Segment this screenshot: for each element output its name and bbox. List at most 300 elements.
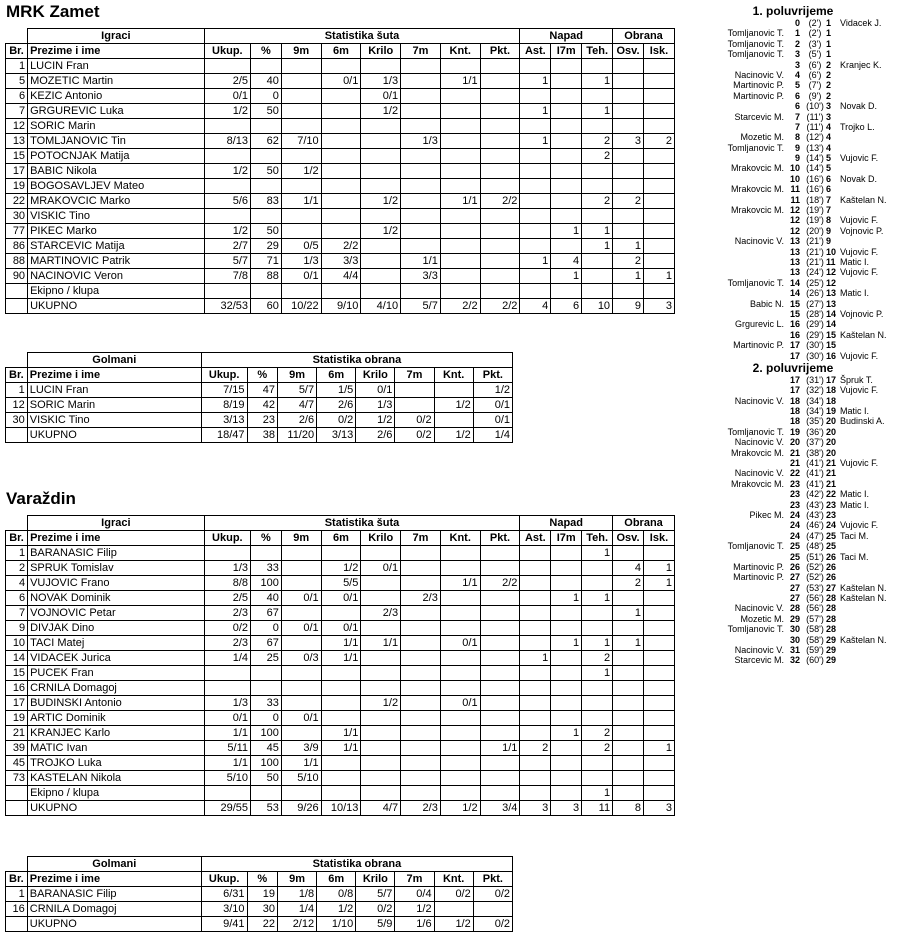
stat-cell: [281, 119, 321, 134]
stat-cell: [321, 696, 361, 711]
stat-cell: 1/2: [361, 104, 401, 119]
goal-event: [690, 143, 896, 153]
stat-cell: [520, 756, 551, 771]
stat-cell: [395, 398, 434, 413]
goal-minute: (27'): [806, 298, 824, 309]
away-scorer: Vujovic F.: [840, 153, 879, 164]
player-row: [6, 269, 675, 284]
column-header: 6m: [321, 44, 361, 59]
home-score: 32: [789, 655, 800, 666]
stat-cell: [401, 681, 441, 696]
stat-cell: 7/15: [201, 383, 247, 398]
player-row: [6, 224, 675, 239]
goal-minute: (21'): [806, 246, 824, 257]
stat-cell: [643, 74, 674, 89]
home-score: 11: [790, 194, 800, 205]
stat-cell: 1/1: [361, 636, 401, 651]
stat-cell: [401, 651, 441, 666]
stat-cell: 1: [582, 74, 613, 89]
column-header: Prezime i ime: [28, 531, 205, 546]
column-header: Ukup.: [204, 44, 250, 59]
goal-event: [690, 205, 896, 215]
goalkeeper-row: [6, 917, 513, 932]
stat-cell: [480, 209, 520, 224]
stat-cell: 9/26: [281, 801, 321, 816]
away-scorer: Kranjec K.: [840, 59, 882, 70]
stat-cell: [520, 561, 551, 576]
column-header: 7m: [395, 872, 434, 887]
away-scorer: Matic I.: [840, 406, 870, 417]
stat-cell: 0/2: [434, 887, 473, 902]
stat-cell: [281, 726, 321, 741]
stat-cell: [361, 621, 401, 636]
group-header-players: Igraci: [28, 516, 205, 531]
stat-cell: [643, 591, 674, 606]
goal-event: [690, 635, 896, 645]
player-row: [6, 606, 675, 621]
stat-cell: [204, 209, 250, 224]
goal-event: [690, 645, 896, 655]
stat-cell: [361, 209, 401, 224]
stat-cell: 2: [582, 741, 613, 756]
stat-cell: 1/6: [395, 917, 434, 932]
stat-cell: [613, 711, 644, 726]
goal-minute: (9'): [808, 90, 822, 101]
goal-minute: (18'): [806, 194, 824, 205]
goal-event: [690, 278, 896, 288]
stat-cell: 1: [613, 269, 644, 284]
stat-cell: [613, 149, 644, 164]
stat-cell: [401, 786, 441, 801]
away-score: 26: [826, 561, 837, 572]
stat-cell: 0/1: [473, 398, 512, 413]
goal-minute: (58'): [806, 634, 824, 645]
goal-event: [690, 49, 896, 59]
home-score: 16: [789, 319, 800, 330]
goalkeeper-name: SORIC Marin: [27, 398, 201, 413]
stat-cell: 1/3: [281, 254, 321, 269]
stat-cell: 50: [251, 771, 282, 786]
stat-cell: [520, 591, 551, 606]
goal-minute: (41'): [806, 468, 824, 479]
player-name: BARANASIC Filip: [28, 546, 205, 561]
column-header: %: [251, 44, 282, 59]
stat-cell: [520, 164, 551, 179]
away-score: 23: [826, 499, 837, 510]
home-score: 30: [789, 634, 800, 645]
stat-cell: 0/1: [281, 269, 321, 284]
goalkeeper-row: [6, 413, 513, 428]
player-row: [6, 299, 675, 314]
stat-cell: 11: [582, 801, 613, 816]
stat-cell: [440, 771, 480, 786]
stat-cell: [551, 771, 582, 786]
stat-cell: 1/2: [434, 428, 473, 443]
goal-minute: (2'): [808, 28, 822, 39]
stat-cell: [643, 224, 674, 239]
stat-cell: [401, 771, 441, 786]
stat-cell: [321, 89, 361, 104]
home-scorer: Nacinovic V.: [734, 468, 784, 479]
home-score: 7: [794, 111, 800, 122]
away-score: 1: [826, 18, 832, 28]
stat-cell: [361, 134, 401, 149]
stat-cell: [520, 59, 551, 74]
away-scorer: Špruk T.: [840, 374, 873, 385]
stat-cell: 2/7: [204, 239, 250, 254]
stat-cell: [520, 636, 551, 651]
goal-minute: (29'): [806, 329, 824, 340]
stat-cell: 2/5: [204, 591, 250, 606]
goal-minute: (19'): [806, 205, 824, 216]
goal-event: [690, 624, 896, 634]
stat-cell: 2: [582, 726, 613, 741]
player-name: BOGOSAVLJEV Mateo: [28, 179, 205, 194]
stat-cell: 4/4: [321, 269, 361, 284]
goal-event: [690, 163, 896, 173]
stat-cell: [643, 149, 674, 164]
stat-cell: [520, 666, 551, 681]
stat-cell: 3: [551, 801, 582, 816]
stat-cell: [251, 284, 282, 299]
goal-event: [690, 236, 896, 246]
stat-cell: 47: [247, 383, 277, 398]
home-score: 10: [789, 173, 800, 184]
player-row: [6, 621, 675, 636]
stat-cell: [361, 546, 401, 561]
stat-cell: 2: [582, 194, 613, 209]
goal-event: [690, 80, 896, 90]
player-name: TOMLJANOVIC Tin: [28, 134, 205, 149]
home-score: 22: [789, 468, 800, 479]
stat-cell: 0/2: [395, 428, 434, 443]
stat-cell: [281, 104, 321, 119]
stat-cell: 1/4: [277, 902, 316, 917]
player-name: VISKIC Tino: [28, 209, 205, 224]
goal-minute: (19'): [806, 215, 824, 226]
stat-cell: [643, 786, 674, 801]
stat-cell: 1/3: [204, 696, 250, 711]
stat-cell: 45: [251, 741, 282, 756]
goalkeepers-table-zamet: [5, 352, 513, 443]
player-number: 16: [6, 681, 28, 696]
stat-cell: 10: [582, 299, 613, 314]
player-row: [6, 194, 675, 209]
stat-cell: [321, 134, 361, 149]
player-row: [6, 149, 675, 164]
column-header: Ukup.: [204, 531, 250, 546]
stat-cell: [551, 546, 582, 561]
stat-cell: 5/7: [401, 299, 441, 314]
stat-cell: [361, 771, 401, 786]
stat-cell: 53: [251, 801, 282, 816]
stat-cell: [520, 621, 551, 636]
stat-cell: 0/1: [361, 561, 401, 576]
goal-minute: (7'): [808, 80, 822, 91]
stat-cell: [613, 164, 644, 179]
goal-event: [690, 655, 896, 665]
stat-cell: [401, 621, 441, 636]
home-scorer: Starcevic M.: [734, 655, 784, 666]
away-scorer: Vujovic F.: [840, 350, 879, 361]
stat-cell: [281, 696, 321, 711]
stat-cell: 1: [551, 726, 582, 741]
stat-cell: 1/2: [361, 224, 401, 239]
stat-cell: [321, 284, 361, 299]
goal-event: [690, 427, 896, 437]
goal-event: [690, 330, 896, 340]
stat-cell: [440, 786, 480, 801]
stat-cell: [440, 134, 480, 149]
goal-event: [690, 531, 896, 541]
stat-cell: [613, 786, 644, 801]
column-header: Pkt.: [480, 44, 520, 59]
stat-cell: [401, 224, 441, 239]
away-score: 23: [826, 509, 837, 520]
column-header: Ast.: [520, 531, 551, 546]
stat-cell: [551, 74, 582, 89]
stat-cell: [480, 696, 520, 711]
away-score: 7: [826, 205, 832, 216]
stat-cell: [204, 681, 250, 696]
stat-cell: [204, 786, 250, 801]
home-score: 12: [789, 225, 800, 236]
away-score: 28: [826, 613, 837, 624]
stat-cell: [361, 59, 401, 74]
stat-cell: [551, 786, 582, 801]
stat-cell: 1/2: [204, 224, 250, 239]
away-score: 18: [826, 385, 837, 396]
stat-cell: [520, 576, 551, 591]
stat-cell: [551, 681, 582, 696]
stat-cell: 1: [582, 104, 613, 119]
stat-cell: 1/3: [356, 398, 395, 413]
stat-cell: [551, 104, 582, 119]
stat-cell: [520, 606, 551, 621]
stat-cell: 33: [251, 696, 282, 711]
goal-minute: (32'): [806, 385, 824, 396]
away-score: 7: [826, 194, 832, 205]
stat-cell: [643, 284, 674, 299]
goal-event: [690, 247, 896, 257]
stat-cell: [613, 741, 644, 756]
stat-cell: [440, 651, 480, 666]
stat-cell: 2/3: [401, 591, 441, 606]
column-header: I7m: [551, 44, 582, 59]
home-score: 18: [789, 395, 800, 406]
stat-cell: [361, 711, 401, 726]
goal-event: [690, 396, 896, 406]
stat-cell: [480, 104, 520, 119]
goal-minute: (25'): [806, 277, 824, 288]
stat-cell: [204, 666, 250, 681]
stat-cell: [361, 164, 401, 179]
stat-cell: [613, 89, 644, 104]
player-number: 90: [6, 269, 28, 284]
column-header: 6m: [321, 531, 361, 546]
stat-cell: 1/3: [401, 134, 441, 149]
home-scorer: Tomljanovic T.: [727, 541, 784, 552]
stat-cell: [281, 59, 321, 74]
player-row: [6, 179, 675, 194]
stat-cell: 1/10: [317, 917, 356, 932]
away-scorer: Matic I.: [840, 256, 870, 267]
goalkeeper-row: [6, 383, 513, 398]
stat-cell: 1/1: [440, 576, 480, 591]
stat-cell: [251, 59, 282, 74]
stat-cell: [613, 771, 644, 786]
stat-cell: 1/2: [204, 164, 250, 179]
stat-cell: [440, 164, 480, 179]
away-score: 28: [826, 593, 837, 604]
stat-cell: 5/5: [321, 576, 361, 591]
goal-event: [690, 510, 896, 520]
stat-cell: [440, 239, 480, 254]
home-score: 17: [789, 350, 800, 361]
stat-cell: 2/3: [204, 636, 250, 651]
goal-minute: (51'): [806, 551, 824, 562]
player-name: UKUPNO: [28, 299, 205, 314]
stat-cell: [613, 104, 644, 119]
stat-cell: 2: [613, 194, 644, 209]
player-name: MATIC Ivan: [28, 741, 205, 756]
stat-cell: 25: [251, 651, 282, 666]
player-number: 15: [6, 666, 28, 681]
goal-minute: (31'): [806, 374, 824, 385]
away-scorer: Kaštelan N.: [840, 593, 887, 604]
player-number: [6, 786, 28, 801]
home-score: 1: [794, 28, 800, 39]
stat-cell: 0/1: [440, 636, 480, 651]
stat-cell: 3: [643, 299, 674, 314]
stat-cell: [281, 561, 321, 576]
home-score: 14: [789, 277, 800, 288]
player-number: 7: [6, 606, 28, 621]
stat-cell: 1/2: [473, 383, 512, 398]
goal-event: [690, 60, 896, 70]
stat-cell: [551, 666, 582, 681]
player-row: [6, 284, 675, 299]
away-scorer: Vujovic F.: [840, 267, 879, 278]
stat-cell: 0/1: [204, 711, 250, 726]
stat-cell: [480, 149, 520, 164]
column-header: 9m: [281, 44, 321, 59]
stat-cell: 9/41: [201, 917, 247, 932]
goal-event: [690, 257, 896, 267]
stat-cell: 1/1: [480, 741, 520, 756]
goal-event: [690, 112, 896, 122]
stat-cell: [551, 561, 582, 576]
stat-cell: 1/4: [204, 651, 250, 666]
stat-cell: [551, 651, 582, 666]
player-name: MARTINOVIC Patrik: [28, 254, 205, 269]
stat-cell: [321, 164, 361, 179]
stat-cell: 5/6: [204, 194, 250, 209]
stat-cell: [582, 284, 613, 299]
goal-minute: (43'): [806, 509, 824, 520]
player-row: [6, 89, 675, 104]
stat-cell: [251, 119, 282, 134]
stat-cell: 0: [251, 89, 282, 104]
player-name: SPRUK Tomislav: [28, 561, 205, 576]
stat-cell: 3/10: [201, 902, 247, 917]
goalkeeper-name: BARANASIC Filip: [27, 887, 201, 902]
home-score: 9: [794, 142, 800, 153]
stat-cell: [582, 696, 613, 711]
column-header: Knt.: [434, 872, 473, 887]
stat-cell: 2: [582, 651, 613, 666]
stat-cell: [361, 284, 401, 299]
home-score: 6: [794, 90, 800, 101]
stat-cell: [440, 681, 480, 696]
stat-cell: [440, 726, 480, 741]
goalkeeper-number: 12: [6, 398, 28, 413]
stat-cell: [321, 179, 361, 194]
column-header: Pkt.: [473, 368, 512, 383]
stat-cell: [361, 681, 401, 696]
stat-cell: 100: [251, 726, 282, 741]
away-score: 9: [826, 236, 832, 247]
stat-cell: [520, 194, 551, 209]
column-header: Knt.: [440, 531, 480, 546]
players-table-zamet: [5, 28, 675, 314]
away-score: 16: [826, 350, 837, 361]
player-row: [6, 696, 675, 711]
column-header: Pkt.: [480, 531, 520, 546]
stat-cell: 8/19: [201, 398, 247, 413]
stat-cell: [480, 591, 520, 606]
goal-event: [690, 195, 896, 205]
stat-cell: 4/7: [361, 801, 401, 816]
stat-cell: [480, 224, 520, 239]
home-scorer: Tomljanovic T.: [727, 142, 784, 153]
stat-cell: 2/2: [321, 239, 361, 254]
player-number: 45: [6, 756, 28, 771]
stat-cell: 0/1: [281, 591, 321, 606]
stat-cell: 62: [251, 134, 282, 149]
goal-event: [690, 70, 896, 80]
team-title-varazdin: Varaždin: [6, 489, 76, 508]
stat-cell: [480, 651, 520, 666]
goal-minute: (42'): [806, 489, 824, 500]
home-scorer: Pikec M.: [749, 509, 784, 520]
home-scorer: Mozetic M.: [740, 613, 784, 624]
home-scorer: Tomljanovic T.: [727, 49, 784, 60]
stat-cell: [281, 179, 321, 194]
goal-minute: (20'): [806, 225, 824, 236]
player-name: MOZETIC Martin: [28, 74, 205, 89]
player-name: PIKEC Marko: [28, 224, 205, 239]
goal-timeline: [690, 4, 896, 666]
player-number: 1: [6, 546, 28, 561]
player-number: 1: [6, 59, 28, 74]
stat-cell: 1: [520, 134, 551, 149]
stat-cell: [643, 164, 674, 179]
stat-cell: [582, 621, 613, 636]
stat-cell: [643, 254, 674, 269]
stat-cell: [401, 104, 441, 119]
away-score: 19: [826, 406, 837, 417]
stat-cell: [321, 771, 361, 786]
stat-cell: 2/2: [480, 194, 520, 209]
away-score: 15: [826, 329, 837, 340]
stat-cell: [551, 239, 582, 254]
goalkeeper-name: UKUPNO: [27, 917, 201, 932]
stat-cell: [281, 576, 321, 591]
goalkeeper-number: 1: [6, 383, 28, 398]
column-header: Isk.: [643, 531, 674, 546]
stat-cell: [551, 119, 582, 134]
